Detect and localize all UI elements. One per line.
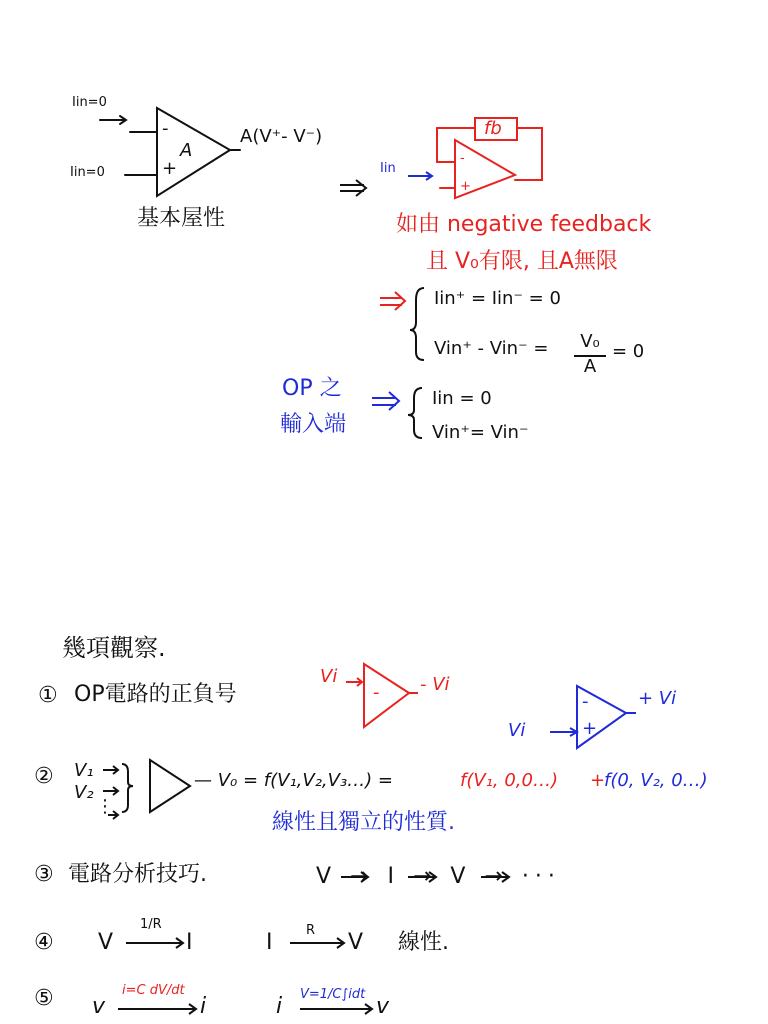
item3-text: 電路分析技巧.: [68, 862, 207, 887]
item4-arrows: [126, 938, 344, 948]
item2-output-equation: — V₀ = f(V₁,V₂,V₃…) =: [194, 770, 393, 791]
item5-voltage-1: v: [92, 994, 106, 1019]
item1-red-input: Vi: [320, 666, 338, 687]
item2-number: ②: [34, 764, 54, 789]
item1-blue-plus: +: [582, 718, 598, 739]
item2-brace: [122, 764, 133, 812]
item1-blue-output: + Vi: [638, 688, 677, 709]
item5-over-label-1: i=C dV/dt: [122, 983, 185, 998]
feedback-minus-sign: -: [460, 151, 465, 166]
feedback-eq-denominator: A: [583, 356, 597, 377]
item1-red-minus: -: [373, 682, 380, 703]
feedback-eq-result: = 0: [612, 341, 645, 362]
item4-over-label-2: R: [306, 923, 316, 938]
item1-red-output: - Vi: [420, 674, 450, 695]
basic-opamp: [100, 108, 240, 196]
implication-arrow: [340, 180, 366, 196]
feedback-loop-right: [515, 128, 542, 180]
summary-eq-voltage: Vin⁺= Vin⁻: [432, 422, 529, 443]
item1-red-opamp: [346, 664, 418, 727]
feedback-plus-sign: +: [460, 179, 471, 194]
item5-current-2: i: [276, 994, 283, 1019]
red-implication: [380, 292, 405, 310]
item5-over-label-2: V=1/C∫idt: [300, 987, 366, 1002]
item4-voltage-1: V: [98, 930, 114, 955]
item2-blue-term: f(0, V₂, 0…): [604, 770, 708, 791]
item2-note: 線性且獨立的性質.: [272, 810, 455, 835]
item5-arrows: [118, 1004, 372, 1014]
item2-input-dots: ⋮: [96, 796, 114, 817]
item2-input-1: V₁: [74, 760, 94, 781]
item5-voltage-2: v: [376, 994, 390, 1019]
item5-number: ⑤: [34, 986, 54, 1011]
item2-plus: +: [590, 770, 606, 791]
feedback-block-label: fb: [484, 118, 502, 139]
blue-implication: [372, 392, 399, 410]
summary-label-line2: 輸入端: [280, 412, 347, 437]
basic-iin-bottom-label: Iin=0: [70, 165, 105, 180]
summary-brace: [408, 388, 422, 438]
conditions-brace: [410, 288, 424, 360]
observations-title: 幾項觀察.: [62, 634, 166, 662]
item1-text: OP電路的正負号: [74, 682, 237, 707]
feedback-condition-2: 且 V₀有限, 且A無限: [426, 249, 618, 274]
item2-in1-arrow: [103, 766, 118, 774]
item4-over-label-1: 1/R: [140, 917, 162, 932]
feedback-condition-1: 如由 negative feedback: [396, 212, 652, 237]
item4-current-2: I: [266, 930, 273, 955]
item2-triangle: [150, 760, 190, 812]
item4-current-1: I: [186, 930, 193, 955]
feedback-eq-numerator: V₀: [580, 331, 600, 352]
item4-number: ④: [34, 930, 54, 955]
basic-current-arrow: [100, 116, 126, 124]
item2-opamp: [103, 760, 190, 819]
item3-chain: V → I → V → ···: [316, 864, 561, 889]
summary-label-line1: OP 之: [282, 376, 342, 401]
feedback-eq-current: Iin⁺ = Iin⁻ = 0: [434, 288, 561, 309]
basic-output-label: A(V⁺- V⁻): [240, 126, 323, 147]
basic-plus-sign: +: [162, 158, 178, 179]
basic-iin-top-label: Iin=0: [72, 95, 107, 110]
item1-red-triangle: [364, 664, 409, 727]
item1-red-in-arrow: [346, 678, 362, 686]
item1-blue-in-arrow: [550, 728, 577, 736]
item4-note: 線性.: [398, 930, 449, 955]
item4-voltage-2: V: [348, 930, 364, 955]
basic-minus-sign: -: [162, 118, 169, 139]
item3-number: ③: [34, 862, 54, 887]
basic-caption: 基本屋性: [137, 206, 226, 231]
item1-blue-minus: -: [582, 691, 589, 712]
item2-input-2: V₂: [74, 782, 94, 803]
feedback-eq-voltage: Vin⁺ - Vin⁻ =: [434, 338, 549, 359]
item5-current-1: i: [200, 994, 207, 1019]
feedback-iin-label: Iin: [380, 161, 396, 176]
basic-gain-label: A: [180, 140, 193, 161]
item1-blue-input: Vi: [508, 720, 526, 741]
item2-red-term: f(V₁, 0,0…): [460, 770, 558, 791]
iin-blue-arrow: [408, 172, 432, 180]
summary-eq-current: Iin = 0: [432, 388, 492, 409]
item1-number: ①: [38, 683, 58, 708]
item2-in2-arrow: [103, 787, 118, 795]
